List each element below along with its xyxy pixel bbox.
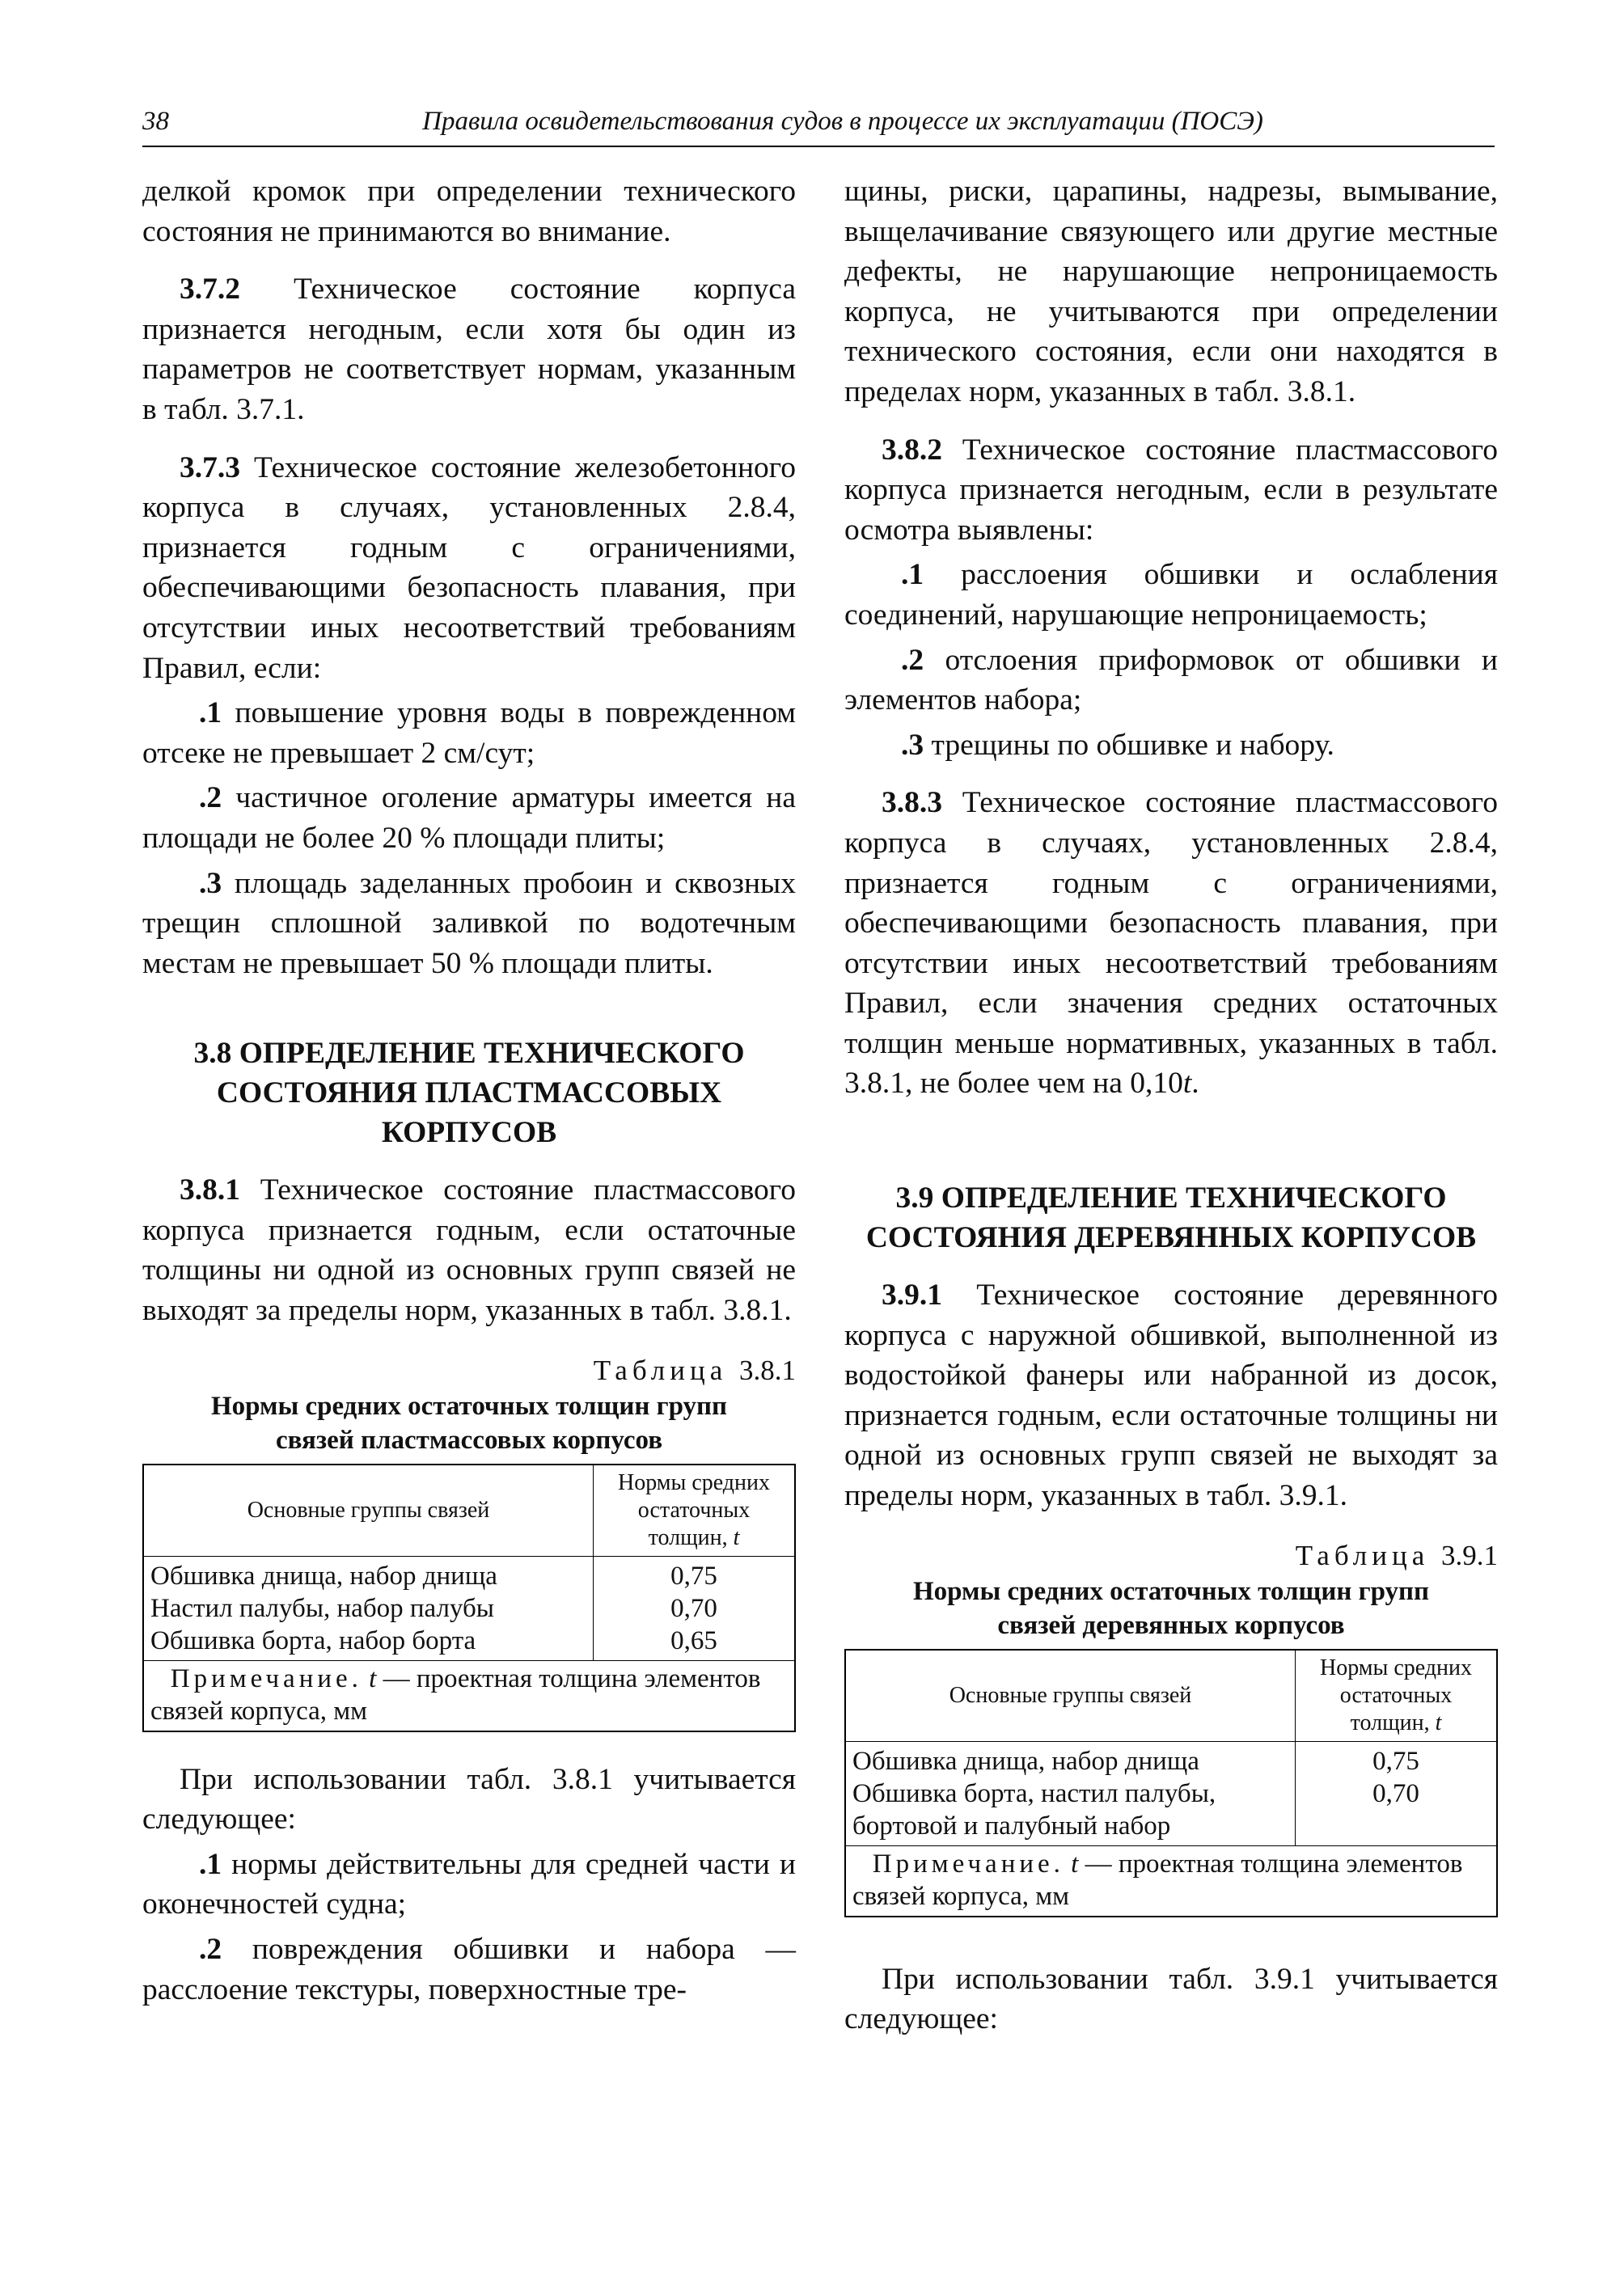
clause-text: Техническое состояние корпуса признается негодным, если хотя бы один из параметров не соответствует нормам, указанным в табл. 3.7.1. [142, 273, 796, 426]
paragraph-3-7-3 [142, 448, 796, 689]
table-caption: Таблица 3.9.1 [1295, 1539, 1498, 1571]
table-row: Настил палубы, набор палубы [150, 1593, 494, 1623]
table-header-row [143, 1465, 795, 1557]
clause-text: Техническое состояние железобетонного корпуса в случаях, установленных 2.8.4, признается годным с ограничениями, обеспечивающими безопасность плавания, при отсутствии иных несоответствий требованиям Правил, если: [142, 450, 796, 685]
table-note: Примечание. t — проектная толщина элементов связей корпуса, мм [845, 1845, 1497, 1917]
table-data-rows [143, 1556, 795, 1660]
table-title: Нормы средних остаточных толщин групп связей деревянных корпусов [912, 1576, 1430, 1640]
table-note-row [143, 1660, 795, 1731]
right-column [844, 171, 1498, 2039]
usage-item-2: .2 повреждения обшивки и набора — расслоение текстуры, поверхностные тре- [142, 1933, 796, 2006]
value-cell: 0,75 0,70 [1296, 1741, 1498, 1845]
list-item-1: .1 расслоения обшивки и ослабления соединений, нарушающие непроницаемость; [844, 558, 1498, 632]
paragraph-3-8-2: 3.8.2 Техническое состояние пластмассового корпуса признается негодным, если в результате осмотра выявлены: [844, 433, 1498, 547]
item-text: площадь заделанных пробоин и сквозных трещин сплошной заливкой по водотечным местам не превышает 50 % площади плиты. [142, 866, 796, 980]
usage-item-1: .1 нормы действительны для средней части и оконечностей судна; [142, 1847, 796, 1921]
left-column [142, 171, 796, 2010]
table-row: Обшивка днища, набор днища [852, 1746, 1199, 1776]
clause-number: 3.7.3 [180, 450, 240, 484]
column-header-groups: Основные группы связей [845, 1650, 1296, 1742]
list-item-1 [142, 693, 796, 773]
paragraph-3-9-1: 3.9.1 Техническое состояние деревянного корпуса с наружной обшивкой, выполненной из водостойкой фанеры или набранной из досок, признается годным, если остаточные толщины ни одной из основных групп связей не выходят за пределы норм, указанных в табл. 3.9.1. [844, 1279, 1498, 1513]
list-item-2: .2 отслоения приформовок от обшивки и элементов набора; [844, 643, 1498, 717]
running-title: Правила освидетельствования судов в процессе их эксплуатации (ПОСЭ) [422, 107, 1263, 136]
list-item-3 [142, 864, 796, 984]
list-item-2 [142, 778, 796, 858]
clause-text: Техническое состояние пластмассового корпуса признается годным, если остаточные толщины ни одной из основных групп связей не выходят за пределы норм, указанных в табл. 3.8.1. [142, 1173, 796, 1328]
table-3-8-1 [142, 1464, 796, 1732]
paragraph-3-8-3: 3.8.3 Техническое состояние пластмассового корпуса в случаях, установленных 2.8.4, признается годным с ограничениями, обеспечивающими безопасность плавания, при отсутствии иных несоответствий требованиям Правил, если значения средних остаточных толщин меньше нормативных, указанных в табл. 3.8.1, не более чем на 0,10t. [844, 786, 1498, 1101]
clause-number: 3.7.2 [180, 273, 240, 306]
item-number: .2 [199, 781, 222, 815]
page-number: 38 [142, 107, 169, 136]
table-row: Обшивка днища, набор днища [150, 1561, 497, 1591]
table-data-rows [845, 1741, 1497, 1845]
paragraph-continuation: щины, риски, царапины, надрезы, вымывание, выщелачивание связующего или другие местные дефекты, не нарушающие непроницаемость корпуса, не учитываются при определении технического состояния, если они находятся в пределах норм, указанных в табл. 3.8.1. [844, 175, 1498, 408]
section-heading-3-8: 3.8 ОПРЕДЕЛЕНИЕ ТЕХНИЧЕСКОГО СОСТОЯНИЯ ПЛАСТМАССОВЫХ КОРПУСОВ [193, 1037, 745, 1150]
clause-number: 3.8.1 [180, 1173, 240, 1207]
column-header-norms: Нормы средних остаточных толщин, t [594, 1465, 796, 1557]
table-row: Обшивка борта, настил палубы, [852, 1778, 1216, 1808]
table-note: Примечание. t — проектная толщина элементов связей корпуса, мм [143, 1660, 795, 1731]
paragraph-usage: При использовании табл. 3.9.1 учитывается следующее: [844, 1962, 1498, 2036]
table-header-row [845, 1650, 1497, 1742]
value-cell: 0,75 0,70 0,65 [594, 1556, 796, 1660]
item-text: повышение уровня воды в поврежденном отсеке не превышает 2 см/сут; [142, 696, 796, 770]
section-heading-3-9: 3.9 ОПРЕДЕЛЕНИЕ ТЕХНИЧЕСКОГО СОСТОЯНИЯ ДЕРЕВЯННЫХ КОРПУСОВ [865, 1181, 1477, 1255]
table-row: Обшивка борта, набор борта [150, 1625, 476, 1655]
item-text: частичное оголение арматуры имеется на площади не более 20 % площади плиты; [142, 781, 796, 855]
item-number: .1 [199, 696, 222, 730]
item-number: .3 [199, 866, 222, 900]
group-cell: Обшивка днища, набор днища Обшивка борта, настил палубы, бортовой и палубный набор [845, 1741, 1296, 1845]
paragraph-usage: При использовании табл. 3.8.1 учитывается следующее: [142, 1762, 796, 1837]
running-header [142, 104, 1495, 147]
table-caption: Таблица 3.8.1 [593, 1354, 796, 1386]
table-title: Нормы средних остаточных толщин групп связей пластмассовых корпусов [210, 1391, 728, 1455]
table-note-row [845, 1845, 1497, 1917]
paragraph-continuation: делкой кромок при определении технического состояния не принимаются во внимание. [142, 175, 796, 248]
paragraph-3-8-1 [142, 1170, 796, 1330]
column-header-norms: Нормы средних остаточных толщин, t [1296, 1650, 1498, 1742]
table-3-9-1 [844, 1649, 1498, 1917]
group-cell [143, 1556, 594, 1660]
paragraph-3-7-2 [142, 269, 796, 429]
list-item-3: .3 трещины по обшивке и набору. [901, 728, 1334, 762]
column-header-groups: Основные группы связей [143, 1465, 594, 1557]
